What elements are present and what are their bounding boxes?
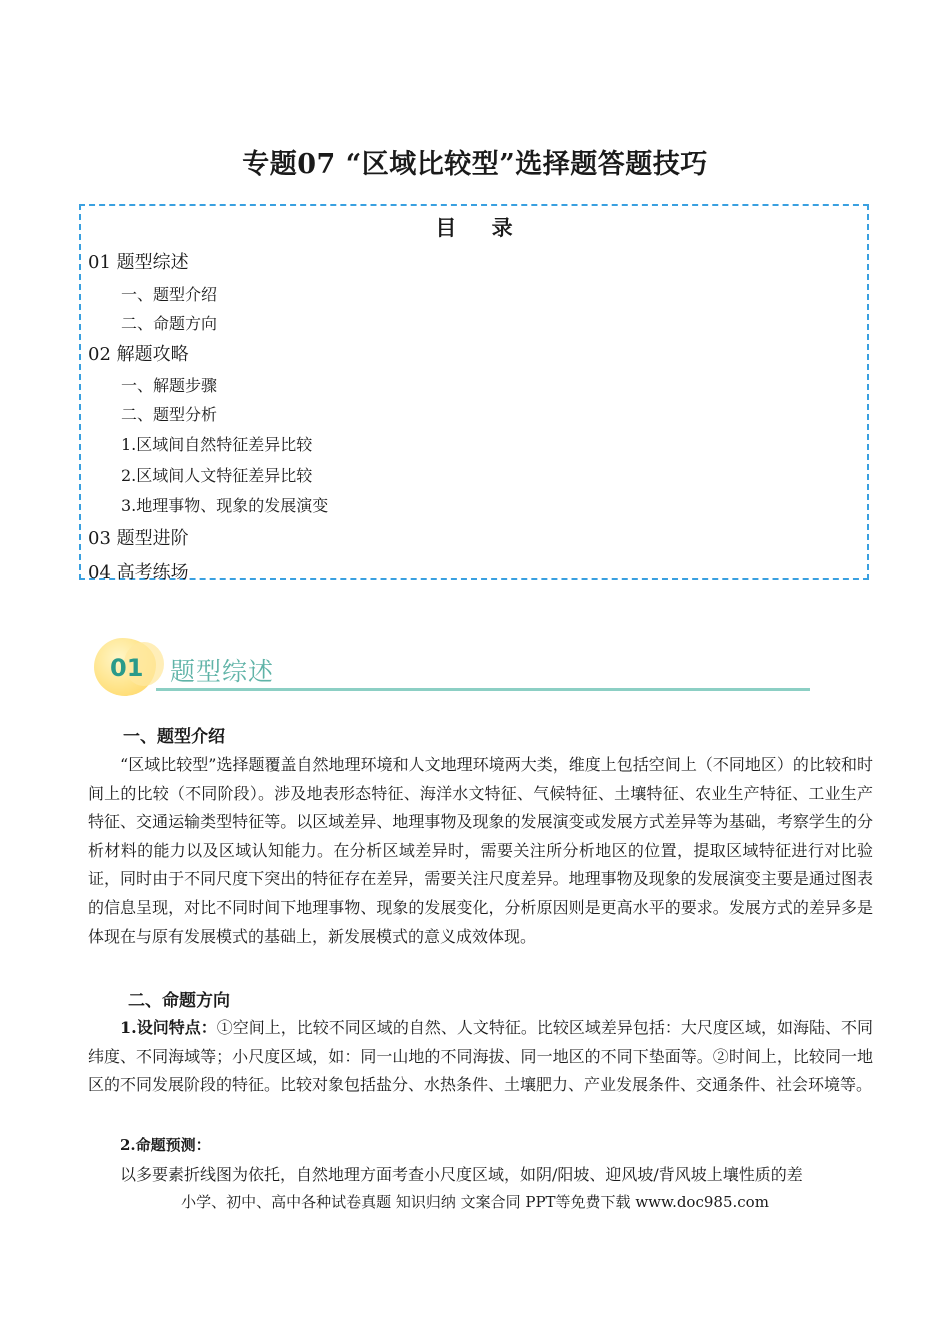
heading-part2: 二、命题方向: [128, 991, 230, 1011]
toc-item[interactable]: 3.地理事物、现象的发展演变: [121, 496, 329, 515]
point1-label: 1.设问特点：: [120, 1018, 217, 1037]
toc-heading: 目 录: [435, 215, 527, 240]
toc-item[interactable]: 二、命题方向: [121, 314, 218, 333]
toc-item[interactable]: 01 题型综述: [88, 252, 189, 273]
page-title: 专题07 “区域比较型”选择题答题技巧: [242, 149, 708, 180]
point1-body: ①空间上，比较不同区域的自然、人文特征。比较区域差异包括：大尺度区域，如海陆、不同纬度、不同海域等；小尺度区域，如：同一山地的不同海拔、同一地区的不同下垫面等。②时间上，比较同一地区的不同发展阶段的特征。比较对象包括盐分、水热条件、土壤肥力、产业发展条件、交通条件、社会环境等。: [88, 1018, 873, 1095]
section-underline: [156, 688, 810, 691]
toc-item[interactable]: 二、题型分析: [121, 405, 218, 424]
section-title: 题型综述: [170, 657, 275, 686]
page-footer: 小学、初中、高中各种试卷真题 知识归纳 文案合同 PPT等免费下载 www.doc985.com: [181, 1193, 769, 1211]
section-banner: [94, 632, 810, 704]
section-number: 01: [110, 654, 144, 682]
point2-body: 以多要素折线图为依托，自然地理方面考查小尺度区域，如阴/阳坡、迎风坡/背风坡上壤性质的差: [120, 1165, 803, 1184]
toc-item[interactable]: 1.区域间自然特征差异比较: [121, 435, 313, 454]
point2-label: 2.命题预测：: [120, 1136, 211, 1154]
paragraph-point1: [88, 1014, 873, 1100]
table-of-contents: [79, 204, 869, 583]
toc-item[interactable]: 04 高考练场: [88, 562, 189, 583]
toc-item[interactable]: 一、题型介绍: [121, 285, 218, 304]
heading-part1: 一、题型介绍: [123, 727, 225, 747]
toc-item[interactable]: 一、解题步骤: [121, 376, 218, 395]
toc-item[interactable]: 2.区域间人文特征差异比较: [121, 466, 313, 485]
toc-item[interactable]: 02 解题攻略: [88, 344, 189, 365]
paragraph-intro: “区域比较型”选择题覆盖自然地理环境和人文地理环境两大类，维度上包括空间上（不同地区）的比较和时间上的比较（不同阶段）。涉及地表形态特征、海洋水文特征、气候特征、土壤特征、农业生产特征、工业生产特征、交通运输类型特征等。以区域差异、地理事物及现象的发展演变或发展方式差异等为基础，考察学生的分析材料的能力以及区域认知能力。在分析区域差异时，需要关注所分析地区的位置，提取区域特征进行对比验证，同时由于不同尺度下突出的特征存在差异，需要关注尺度差异。地理事物及现象的发展演变主要是通过图表的信息呈现，对比不同时间下地理事物、现象的发展变化，分析原因则是更高水平的要求。发展方式的差异多是体现在与原有发展模式的基础上，新发展模式的意义成效体现。: [88, 755, 873, 946]
toc-item[interactable]: 03 题型进阶: [88, 528, 189, 549]
